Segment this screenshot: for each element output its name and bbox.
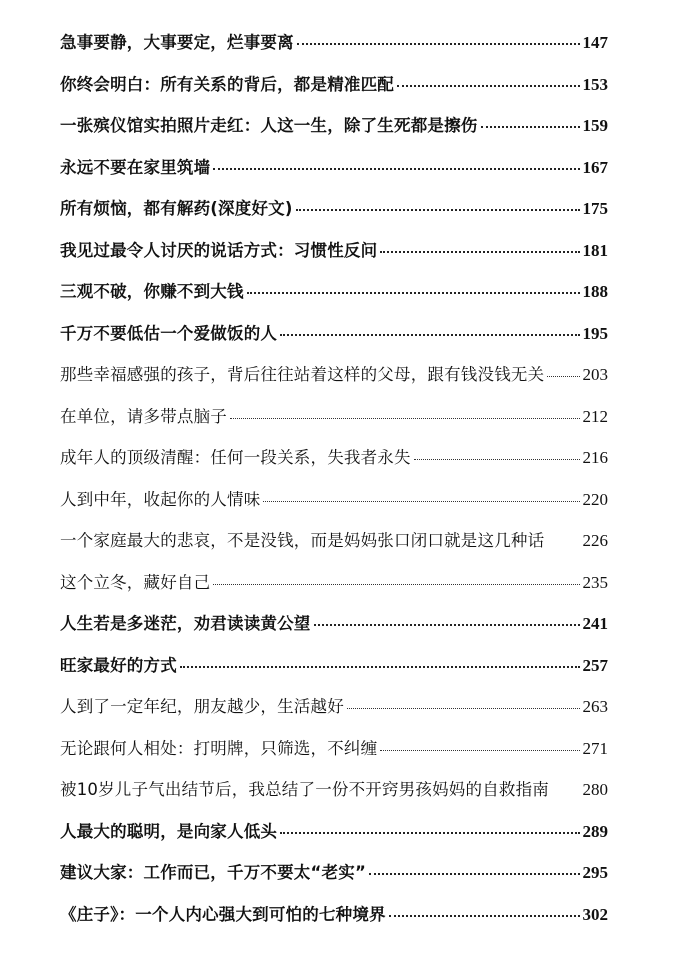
- toc-entry[interactable]: [60, 735, 608, 777]
- toc-page-number: 226: [582, 531, 608, 550]
- toc-entry-title: 旺家最好的方式: [60, 655, 177, 675]
- toc-entry[interactable]: [60, 818, 608, 860]
- dot-leader: [180, 666, 580, 668]
- toc-page-number: 216: [582, 448, 608, 467]
- toc-entry-title: 你终会明白：所有关系的背后，都是精准匹配: [60, 74, 394, 94]
- dot-leader: [213, 168, 579, 170]
- toc-page-number: 280: [582, 780, 608, 799]
- toc-page-number: 203: [582, 365, 608, 384]
- toc-page-number: 147: [582, 33, 608, 52]
- toc-entry-title: 《庄子》：一个人内心强大到可怕的七种境界: [60, 904, 386, 924]
- toc-entry-title: 永远不要在家里筑墙: [60, 157, 211, 177]
- toc-entry[interactable]: [60, 652, 608, 694]
- dot-leader: [380, 251, 579, 253]
- toc-page-number: 271: [582, 738, 608, 758]
- toc-page-number: 241: [582, 614, 608, 633]
- toc-page-number: 289: [582, 821, 608, 841]
- toc-page-number: 175: [582, 199, 608, 218]
- toc-entry[interactable]: [60, 29, 608, 71]
- toc-entry-title: 人最大的聪明，是向家人低头: [60, 821, 278, 841]
- toc-entry[interactable]: [60, 403, 608, 445]
- toc-entry-title: 成年人的顶级清醒：任何一段关系，失我者永失: [60, 448, 411, 467]
- toc-entry[interactable]: [60, 569, 608, 611]
- dot-leader: [296, 209, 580, 211]
- toc-entry-title: 那些幸福感强的孩子，背后往往站着这样的父母，跟有钱没钱无关: [60, 365, 545, 384]
- toc-entry-title: 人到中年，收起你的人情味: [60, 489, 261, 509]
- toc-entry-title: 千万不要低估一个爱做饭的人: [60, 323, 278, 343]
- toc-entry[interactable]: [60, 154, 608, 196]
- toc-page-number: 235: [582, 572, 608, 592]
- toc-page-number: 181: [582, 240, 608, 260]
- dot-leader: [397, 85, 580, 87]
- dot-leader: [280, 832, 579, 834]
- toc-entry-title: 在单位，请多带点脑子: [60, 406, 227, 426]
- toc-entry[interactable]: [60, 320, 608, 362]
- toc-entry-title: 人生若是多迷茫，劝君读读黄公望: [60, 614, 311, 633]
- toc-entry-title: 一张殡仪馆实拍照片走红：人这一生，除了生死都是擦伤: [60, 116, 478, 135]
- toc-page-number: 295: [582, 863, 608, 882]
- dot-leader: [389, 915, 580, 917]
- toc-entry-title: 三观不破，你赚不到大钱: [60, 282, 244, 301]
- dot-leader: [414, 459, 580, 460]
- toc-page-number: 167: [582, 157, 608, 177]
- toc-entry-title: 所有烦恼，都有解药(深度好文): [60, 199, 293, 218]
- toc-page-number: 302: [582, 904, 608, 924]
- toc-entry-title: 这个立冬，藏好自己: [60, 572, 211, 592]
- dot-leader: [230, 418, 580, 419]
- toc-entry[interactable]: [60, 610, 608, 652]
- toc-entry[interactable]: [60, 195, 608, 237]
- toc-entry[interactable]: [60, 71, 608, 113]
- toc-entry-title: 急事要静，大事要定，烂事要离: [60, 33, 294, 52]
- toc-page-number: 212: [582, 406, 608, 426]
- toc-page-number: 220: [582, 489, 608, 509]
- toc-entry[interactable]: [60, 112, 608, 154]
- dot-leader: [280, 334, 579, 336]
- dot-leader: [314, 624, 580, 626]
- toc-entry-title: 无论跟何人相处：打明牌，只筛选，不纠缠: [60, 738, 378, 758]
- toc-entry-title: 人到了一定年纪，朋友越少，生活越好: [60, 697, 344, 716]
- toc-entry[interactable]: [60, 237, 608, 279]
- dot-leader: [347, 708, 580, 709]
- toc-entry[interactable]: [60, 901, 608, 943]
- dot-leader: [213, 584, 579, 585]
- toc-entry[interactable]: [60, 776, 608, 818]
- toc-entry[interactable]: [60, 444, 608, 486]
- toc-entry[interactable]: [60, 693, 608, 735]
- dot-leader: [297, 43, 580, 45]
- dot-leader: [369, 873, 580, 875]
- toc-entry-title: 被10岁儿子气出结节后，我总结了一份不开窍男孩妈妈的自救指南: [60, 780, 549, 799]
- toc-page-number: 263: [582, 697, 608, 716]
- dot-leader: [380, 750, 579, 751]
- toc-entry[interactable]: [60, 486, 608, 528]
- toc-page-number: 153: [582, 74, 608, 94]
- toc-page-number: 195: [582, 323, 608, 343]
- toc-page-number: 159: [582, 116, 608, 135]
- toc-entry[interactable]: [60, 361, 608, 403]
- toc-page-number: 257: [582, 655, 608, 675]
- toc-entry[interactable]: [60, 859, 608, 901]
- toc-page-number: 188: [582, 282, 608, 301]
- toc-entry-title: 建议大家：工作而已，千万不要太“老实”: [60, 863, 366, 882]
- dot-leader: [263, 501, 579, 502]
- dot-leader: [247, 292, 580, 294]
- dot-leader: [481, 126, 580, 128]
- toc-entry[interactable]: [60, 527, 608, 569]
- dot-leader: [547, 376, 579, 377]
- toc-entry-title: 我见过最令人讨厌的说话方式：习惯性反问: [60, 240, 378, 260]
- toc-entry[interactable]: [60, 278, 608, 320]
- table-of-contents: [60, 29, 608, 942]
- toc-entry-title: 一个家庭最大的悲哀，不是没钱，而是妈妈张口闭口就是这几种话: [60, 531, 545, 550]
